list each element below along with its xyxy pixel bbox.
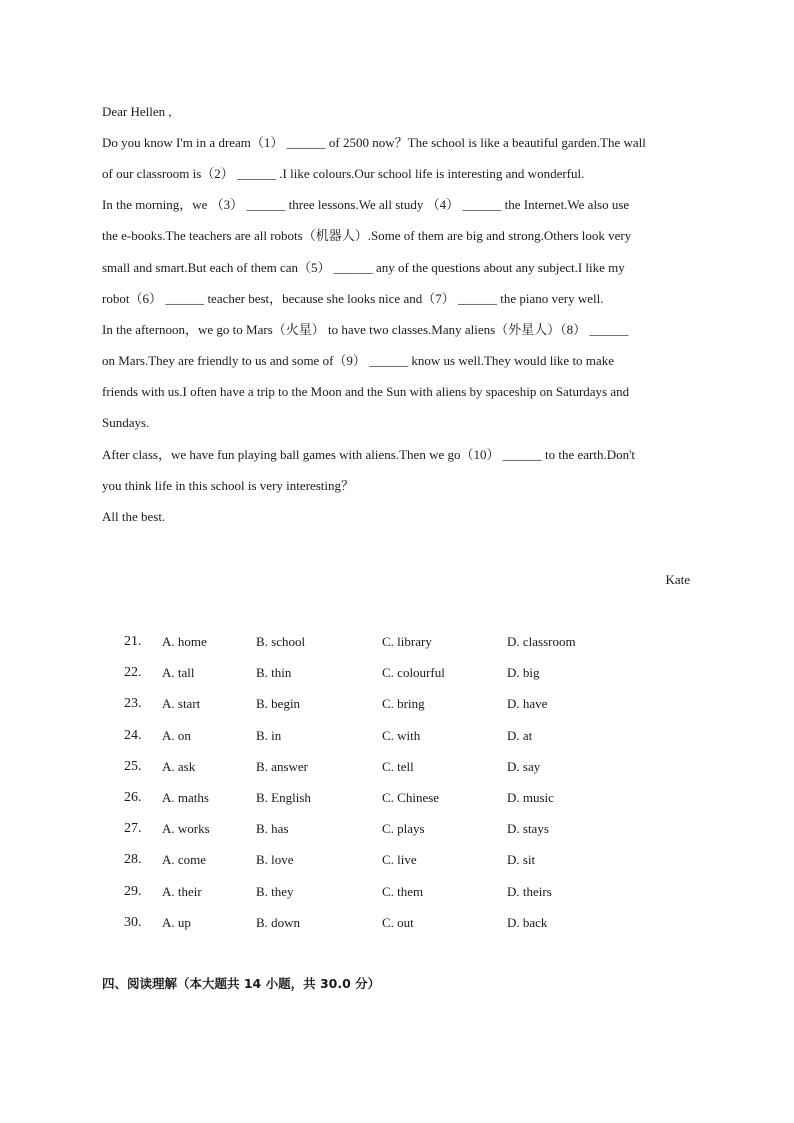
question-number: 28.: [124, 852, 142, 867]
letter-greeting: Dear Hellen ,: [102, 104, 172, 119]
option-c[interactable]: C. out: [382, 915, 414, 930]
option-a[interactable]: A. start: [162, 696, 201, 711]
letter-line: Sundays.: [102, 415, 150, 430]
question-row: [124, 789, 624, 807]
letter-line: In the afternoon，we go to Mars（火星） to have two classes.Many aliens（外星人）（8） ______: [102, 322, 629, 337]
option-d[interactable]: D. big: [507, 665, 540, 680]
letter-line: In the morning，we （3） ______ three lessons.We all study （4） ______ the Internet.We also use: [102, 197, 630, 212]
option-a[interactable]: A. maths: [162, 790, 209, 805]
option-d[interactable]: D. at: [507, 728, 533, 743]
option-c[interactable]: C. with: [382, 728, 421, 743]
letter-closing: All the best.: [102, 509, 166, 524]
option-d[interactable]: D. classroom: [507, 634, 576, 649]
question-row: [124, 914, 624, 932]
question-row: [124, 664, 624, 682]
question-row: [124, 883, 624, 901]
letter-line: Do you know I'm in a dream（1） ______ of 2500 now？The school is like a beautiful garden.The wall: [102, 135, 646, 150]
letter-line: you think life in this school is very interesting？: [102, 478, 355, 493]
option-a[interactable]: A. on: [162, 728, 191, 743]
question-number: 26.: [124, 790, 142, 805]
question-row: [124, 695, 624, 713]
option-c[interactable]: C. tell: [382, 759, 414, 774]
option-d[interactable]: D. sit: [507, 852, 536, 867]
letter-signature: Kate: [665, 572, 690, 587]
option-b[interactable]: B. they: [256, 884, 294, 899]
letter-line: After class，we have fun playing ball games with aliens.Then we go（10） ______ to the earth.Don't: [102, 447, 636, 462]
option-b[interactable]: B. in: [256, 728, 282, 743]
option-b[interactable]: B. thin: [256, 665, 292, 680]
question-number: 22.: [124, 665, 142, 680]
option-d[interactable]: D. say: [507, 759, 541, 774]
option-c[interactable]: C. bring: [382, 696, 425, 711]
option-c[interactable]: C. plays: [382, 821, 425, 836]
option-c[interactable]: C. live: [382, 852, 417, 867]
letter-line: robot（6） ______ teacher best，because she looks nice and（7） ______ the piano very well.: [102, 291, 604, 306]
letter-line: small and smart.But each of them can（5） ______ any of the questions about any subject.I like my: [102, 260, 625, 275]
option-b[interactable]: B. answer: [256, 759, 308, 774]
option-c[interactable]: C. them: [382, 884, 424, 899]
option-d[interactable]: D. theirs: [507, 884, 552, 899]
question-row: [124, 633, 624, 651]
question-row: [124, 758, 624, 776]
option-b[interactable]: B. begin: [256, 696, 301, 711]
option-d[interactable]: D. music: [507, 790, 554, 805]
option-c[interactable]: C. library: [382, 634, 432, 649]
question-number: 30.: [124, 915, 142, 930]
question-row: [124, 851, 624, 869]
question-number: 27.: [124, 821, 142, 836]
option-a[interactable]: A. tall: [162, 665, 195, 680]
option-a[interactable]: A. up: [162, 915, 191, 930]
option-d[interactable]: D. back: [507, 915, 548, 930]
option-b[interactable]: B. down: [256, 915, 301, 930]
option-a[interactable]: A. ask: [162, 759, 196, 774]
letter-line: the e-books.The teachers are all robots（机器人）.Some of them are big and strong.Others look very: [102, 228, 632, 243]
question-number: 25.: [124, 759, 142, 774]
question-row: [124, 727, 624, 745]
question-number: 29.: [124, 884, 142, 899]
letter-line: on Mars.They are friendly to us and some of（9） ______ know us well.They would like to make: [102, 353, 614, 368]
question-number: 24.: [124, 728, 142, 743]
option-d[interactable]: D. have: [507, 696, 548, 711]
option-b[interactable]: B. has: [256, 821, 289, 836]
option-b[interactable]: B. school: [256, 634, 306, 649]
option-a[interactable]: A. home: [162, 634, 207, 649]
option-c[interactable]: C. Chinese: [382, 790, 440, 805]
option-c[interactable]: C. colourful: [382, 665, 445, 680]
option-b[interactable]: B. English: [256, 790, 311, 805]
letter-line: friends with us.I often have a trip to the Moon and the Sun with aliens by spaceship on Saturdays and: [102, 384, 630, 399]
option-b[interactable]: B. love: [256, 852, 294, 867]
question-row: [124, 820, 624, 838]
option-a[interactable]: A. their: [162, 884, 202, 899]
section-heading: 四、阅读理解（本大题共 14 小题，共 30.0 分）: [102, 976, 381, 991]
option-a[interactable]: A. works: [162, 821, 210, 836]
option-a[interactable]: A. come: [162, 852, 207, 867]
option-d[interactable]: D. stays: [507, 821, 549, 836]
question-number: 21.: [124, 634, 142, 649]
question-number: 23.: [124, 696, 142, 711]
letter-line: of our classroom is（2） ______ .I like colours.Our school life is interesting and wonderful.: [102, 166, 585, 181]
